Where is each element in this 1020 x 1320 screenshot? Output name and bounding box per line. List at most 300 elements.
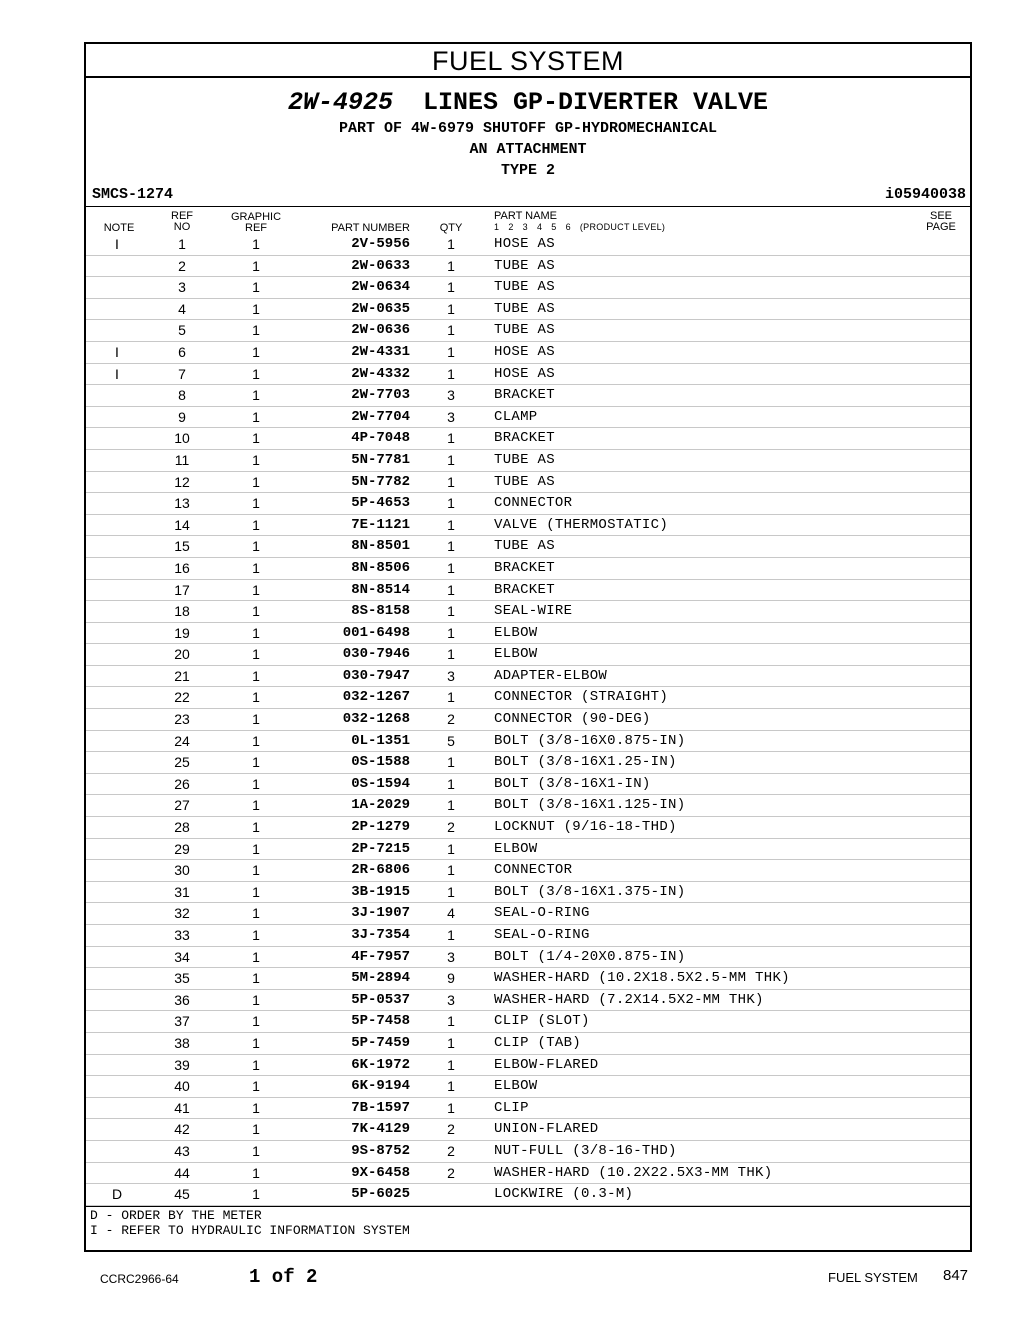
row-part-number: 2P-1279 — [351, 819, 410, 836]
row-ref-no: 43 — [174, 1142, 190, 1159]
footer-page-of: 1 of 2 — [249, 1266, 318, 1288]
row-graphic-ref: 1 — [252, 667, 260, 684]
row-part-name: WASHER-HARD (10.2X18.5X2.5-MM THK) — [494, 970, 790, 987]
table-row — [86, 385, 970, 407]
notes-block — [90, 1208, 410, 1238]
table-row — [86, 1055, 970, 1077]
notes-divider — [86, 1206, 970, 1207]
row-part-name: BRACKET — [494, 581, 555, 598]
row-part-name: CONNECTOR — [494, 862, 573, 879]
row-part-name: HOSE AS — [494, 343, 555, 360]
row-part-number: 2R-6806 — [351, 862, 410, 879]
row-part-number: 3B-1915 — [351, 883, 410, 900]
row-part-name: ELBOW — [494, 840, 538, 857]
row-part-number: 8N-8501 — [351, 538, 410, 555]
row-graphic-ref: 1 — [252, 603, 260, 620]
row-ref-no: 5 — [178, 322, 186, 339]
row-qty: 3 — [447, 991, 455, 1008]
row-ref-no: 44 — [174, 1164, 190, 1181]
row-qty: 1 — [447, 797, 455, 814]
row-graphic-ref: 1 — [252, 948, 260, 965]
row-ref-no: 30 — [174, 862, 190, 879]
footer-section: FUEL SYSTEM — [828, 1270, 918, 1285]
row-part-name: TUBE AS — [494, 322, 555, 339]
row-ref-no: 23 — [174, 711, 190, 728]
table-row — [86, 947, 970, 969]
group-part-number: 2W-4925 — [287, 88, 393, 117]
row-qty: 1 — [447, 624, 455, 641]
row-qty: 2 — [447, 1121, 455, 1138]
row-ref-no: 17 — [174, 581, 190, 598]
row-part-name: CLIP (TAB) — [494, 1034, 582, 1051]
row-qty: 1 — [447, 322, 455, 339]
row-qty: 9 — [447, 970, 455, 987]
table-row — [86, 1011, 970, 1033]
row-ref-no: 8 — [178, 387, 186, 404]
row-part-number: 5P-4653 — [351, 495, 410, 512]
row-qty: 1 — [447, 862, 455, 879]
row-part-number: 2P-7215 — [351, 840, 410, 857]
section-title: FUEL SYSTEM — [86, 44, 970, 78]
row-qty: 1 — [447, 559, 455, 576]
table-row — [86, 968, 970, 990]
row-part-number: 032-1267 — [342, 689, 410, 706]
row-ref-no: 15 — [174, 538, 190, 555]
row-part-number: 2W-0633 — [351, 257, 410, 274]
parts-table — [86, 234, 970, 1206]
table-row — [86, 709, 970, 731]
product-level-5: 5 — [551, 222, 557, 232]
row-ref-no: 9 — [178, 408, 186, 425]
header-ref — [164, 211, 200, 233]
row-note: D — [111, 1186, 123, 1203]
row-part-number: 5P-6025 — [351, 1186, 410, 1203]
row-part-name: ELBOW — [494, 624, 538, 641]
header-ref-line2: NO — [173, 221, 191, 233]
row-graphic-ref: 1 — [252, 711, 260, 728]
row-ref-no: 27 — [174, 797, 190, 814]
row-ref-no: 12 — [174, 473, 190, 490]
table-row — [86, 299, 970, 321]
header-see-line2: PAGE — [926, 221, 956, 233]
row-qty: 1 — [447, 300, 455, 317]
row-part-name: BOLT (3/8-16X1.125-IN) — [494, 797, 686, 814]
row-part-number: 4P-7048 — [351, 430, 410, 447]
row-part-number: 2W-4332 — [351, 365, 410, 382]
row-graphic-ref: 1 — [252, 257, 260, 274]
row-part-number: 032-1268 — [342, 711, 410, 728]
row-qty: 1 — [447, 495, 455, 512]
row-ref-no: 11 — [174, 451, 190, 468]
table-row — [86, 1163, 970, 1185]
row-part-name: CLIP — [494, 1099, 529, 1116]
table-row — [86, 472, 970, 494]
row-ref-no: 4 — [178, 300, 186, 317]
row-graphic-ref: 1 — [252, 516, 260, 533]
row-qty: 1 — [447, 257, 455, 274]
row-graphic-ref: 1 — [252, 343, 260, 360]
row-part-name: CLIP (SLOT) — [494, 1013, 590, 1030]
row-qty: 1 — [447, 365, 455, 382]
table-row — [86, 580, 970, 602]
table-row — [86, 493, 970, 515]
row-part-name: BOLT (1/4-20X0.875-IN) — [494, 948, 686, 965]
row-part-number: 2W-7703 — [351, 387, 410, 404]
row-graphic-ref: 1 — [252, 279, 260, 296]
row-graphic-ref: 1 — [252, 300, 260, 317]
row-qty: 1 — [447, 754, 455, 771]
row-ref-no: 20 — [174, 646, 190, 663]
row-qty: 1 — [447, 840, 455, 857]
row-ref-no: 45 — [174, 1186, 190, 1203]
table-row — [86, 407, 970, 429]
row-graphic-ref: 1 — [252, 883, 260, 900]
row-graphic-ref: 1 — [252, 646, 260, 663]
row-graphic-ref: 1 — [252, 1121, 260, 1138]
row-part-name: TUBE AS — [494, 300, 555, 317]
row-graphic-ref: 1 — [252, 840, 260, 857]
row-graphic-ref: 1 — [252, 387, 260, 404]
table-row — [86, 450, 970, 472]
row-qty: 1 — [447, 1099, 455, 1116]
row-ref-no: 22 — [174, 689, 190, 706]
row-note: I — [115, 365, 119, 382]
table-row — [86, 687, 970, 709]
row-qty: 5 — [447, 732, 455, 749]
row-ref-no: 31 — [174, 883, 190, 900]
row-ref-no: 38 — [174, 1034, 190, 1051]
row-graphic-ref: 1 — [252, 236, 260, 252]
row-part-name: BOLT (3/8-16X0.875-IN) — [494, 732, 686, 749]
product-level-4: 4 — [536, 222, 543, 232]
table-row — [86, 234, 970, 256]
row-part-name: ELBOW — [494, 646, 538, 663]
row-graphic-ref: 1 — [252, 1013, 260, 1030]
row-graphic-ref: 1 — [252, 624, 260, 641]
row-qty: 1 — [447, 236, 455, 252]
row-part-number: 8N-8506 — [351, 559, 410, 576]
row-ref-no: 18 — [174, 603, 190, 620]
table-row — [86, 731, 970, 753]
row-part-number: 1A-2029 — [351, 797, 410, 814]
row-part-number: 2V-5956 — [351, 236, 410, 252]
row-graphic-ref: 1 — [252, 862, 260, 879]
table-row — [86, 925, 970, 947]
table-row — [86, 342, 970, 364]
product-level-6: 6 — [565, 222, 571, 232]
row-graphic-ref: 1 — [252, 819, 260, 836]
row-graphic-ref: 1 — [252, 905, 260, 922]
row-part-number: 3J-1907 — [351, 905, 410, 922]
group-name: LINES GP-DIVERTER VALVE — [422, 88, 769, 117]
row-part-number: 5P-7459 — [351, 1034, 410, 1051]
row-part-number: 9S-8752 — [351, 1142, 410, 1159]
row-qty: 1 — [447, 646, 455, 663]
row-part-number: 2W-0635 — [351, 300, 410, 317]
row-ref-no: 1 — [178, 236, 186, 252]
title-line-2: PART OF 4W-6979 SHUTOFF GP-HYDROMECHANICAL — [338, 120, 718, 137]
row-graphic-ref: 1 — [252, 754, 260, 771]
table-row — [86, 839, 970, 861]
row-part-number: 8N-8514 — [351, 581, 410, 598]
table-row — [86, 623, 970, 645]
row-ref-no: 16 — [174, 559, 190, 576]
row-qty: 1 — [447, 451, 455, 468]
product-level-2: 2 — [508, 222, 514, 232]
row-ref-no: 10 — [174, 430, 190, 447]
table-row — [86, 1076, 970, 1098]
row-graphic-ref: 1 — [252, 1142, 260, 1159]
row-ref-no: 25 — [174, 754, 190, 771]
row-graphic-ref: 1 — [252, 1099, 260, 1116]
row-ref-no: 24 — [174, 732, 190, 749]
row-graphic-ref: 1 — [252, 1056, 260, 1073]
row-ref-no: 33 — [174, 927, 190, 943]
row-part-name: TUBE AS — [494, 257, 555, 274]
row-qty: 1 — [447, 1056, 455, 1073]
row-graphic-ref: 1 — [252, 991, 260, 1008]
row-part-name: VALVE (THERMOSTATIC) — [494, 516, 669, 533]
row-qty: 1 — [447, 775, 455, 792]
row-graphic-ref: 1 — [252, 689, 260, 706]
row-qty: 3 — [447, 387, 455, 404]
row-part-number: 5P-7458 — [351, 1013, 410, 1030]
row-qty: 2 — [447, 1164, 455, 1181]
row-part-name: SEAL-O-RING — [494, 905, 590, 922]
row-ref-no: 13 — [174, 495, 190, 512]
row-part-name: ELBOW-FLARED — [494, 1056, 599, 1073]
table-row — [86, 536, 970, 558]
row-part-name: CLAMP — [494, 408, 538, 425]
row-ref-no: 29 — [174, 840, 190, 857]
row-part-number: 5M-2894 — [351, 970, 410, 987]
header-part-number: PART NUMBER — [331, 222, 410, 234]
title-block — [86, 88, 970, 181]
header-graphic-line2: REF — [245, 222, 267, 234]
row-graphic-ref: 1 — [252, 559, 260, 576]
header-divider — [86, 206, 970, 207]
table-row — [86, 644, 970, 666]
row-part-name: BRACKET — [494, 559, 555, 576]
row-part-name: TUBE AS — [494, 279, 555, 296]
row-part-number: 030-7947 — [342, 667, 410, 684]
row-graphic-ref: 1 — [252, 408, 260, 425]
row-graphic-ref: 1 — [252, 322, 260, 339]
note-d: D - ORDER BY THE METER — [90, 1208, 262, 1223]
row-graphic-ref: 1 — [252, 365, 260, 382]
row-qty: 1 — [447, 689, 455, 706]
group-title — [86, 88, 970, 118]
table-row — [86, 990, 970, 1012]
table-row — [86, 1098, 970, 1120]
row-graphic-ref: 1 — [252, 581, 260, 598]
row-ref-no: 34 — [174, 948, 190, 965]
row-part-name: NUT-FULL (3/8-16-THD) — [494, 1142, 677, 1159]
header-graphic-ref — [226, 212, 286, 234]
row-part-name: UNION-FLARED — [494, 1121, 599, 1138]
product-level-label: (PRODUCT LEVEL) — [579, 222, 666, 232]
row-part-name: WASHER-HARD (7.2X14.5X2-MM THK) — [494, 991, 764, 1008]
row-graphic-ref: 1 — [252, 970, 260, 987]
table-row — [86, 558, 970, 580]
row-part-name: ADAPTER-ELBOW — [494, 667, 608, 684]
row-part-number: 001-6498 — [342, 624, 410, 641]
row-graphic-ref: 1 — [252, 1078, 260, 1095]
row-ref-no: 40 — [174, 1078, 190, 1095]
table-row — [86, 752, 970, 774]
row-ref-no: 26 — [174, 775, 190, 792]
row-part-number: 3J-7354 — [351, 927, 410, 943]
row-qty: 4 — [447, 905, 455, 922]
row-graphic-ref: 1 — [252, 451, 260, 468]
row-qty: 1 — [447, 279, 455, 296]
row-part-name: BRACKET — [494, 430, 555, 447]
product-level-1: 1 — [494, 222, 500, 232]
table-row — [86, 903, 970, 925]
row-graphic-ref: 1 — [252, 1164, 260, 1181]
row-ref-no: 3 — [178, 279, 186, 296]
row-qty: 2 — [447, 819, 455, 836]
header-ref-line1: REF — [171, 210, 193, 222]
table-row — [86, 1033, 970, 1055]
row-graphic-ref: 1 — [252, 538, 260, 555]
parts-list-frame — [84, 42, 972, 1252]
table-row — [86, 1184, 970, 1206]
table-row — [86, 795, 970, 817]
row-part-number: 4F-7957 — [351, 948, 410, 965]
row-part-number: 2W-4331 — [351, 343, 410, 360]
header-part-name: PART NAME — [494, 210, 557, 222]
row-part-name: CONNECTOR — [494, 495, 573, 512]
row-qty: 1 — [447, 538, 455, 555]
row-qty: 3 — [447, 948, 455, 965]
table-row — [86, 277, 970, 299]
table-row — [86, 817, 970, 839]
header-see-page — [916, 211, 966, 233]
row-part-number: 0S-1588 — [351, 754, 410, 771]
row-graphic-ref: 1 — [252, 430, 260, 447]
title-line-4: TYPE 2 — [500, 162, 555, 179]
row-ref-no: 32 — [174, 905, 190, 922]
row-part-number: 0L-1351 — [351, 732, 410, 749]
row-part-name: LOCKWIRE (0.3-M) — [494, 1186, 634, 1203]
product-levels — [494, 222, 674, 232]
row-qty: 1 — [447, 927, 455, 943]
row-part-number: 8S-8158 — [351, 603, 410, 620]
table-row — [86, 860, 970, 882]
row-ref-no: 14 — [174, 516, 190, 533]
footer-doc-id: CCRC2966-64 — [100, 1272, 179, 1286]
row-ref-no: 2 — [178, 257, 186, 274]
table-row — [86, 364, 970, 386]
row-ref-no: 41 — [174, 1099, 190, 1116]
row-qty: 1 — [447, 473, 455, 490]
row-part-number: 5P-0537 — [351, 991, 410, 1008]
table-row — [86, 320, 970, 342]
table-row — [86, 666, 970, 688]
row-part-number: 9X-6458 — [351, 1164, 410, 1181]
row-part-name: LOCKNUT (9/16-18-THD) — [494, 819, 677, 836]
table-row — [86, 1141, 970, 1163]
row-part-name: CONNECTOR (90-DEG) — [494, 711, 651, 728]
row-graphic-ref: 1 — [252, 797, 260, 814]
smcs-code: SMCS-1274 — [92, 186, 174, 203]
row-part-name: TUBE AS — [494, 451, 555, 468]
row-ref-no: 42 — [174, 1121, 190, 1138]
row-part-number: 0S-1594 — [351, 775, 410, 792]
row-part-name: BOLT (3/8-16X1.25-IN) — [494, 754, 677, 771]
table-row — [86, 428, 970, 450]
row-part-number: 2W-0634 — [351, 279, 410, 296]
row-qty: 3 — [447, 667, 455, 684]
row-qty: 1 — [447, 343, 455, 360]
header-qty: QTY — [439, 222, 463, 234]
row-qty: 1 — [447, 1034, 455, 1051]
row-graphic-ref: 1 — [252, 1186, 260, 1203]
header-graphic-line1: GRAPHIC — [230, 211, 282, 223]
row-part-name: HOSE AS — [494, 236, 555, 252]
row-part-number: 7E-1121 — [351, 516, 410, 533]
row-part-name: SEAL-WIRE — [494, 603, 573, 620]
row-graphic-ref: 1 — [252, 732, 260, 749]
row-graphic-ref: 1 — [252, 473, 260, 490]
row-part-number: 6K-9194 — [351, 1078, 410, 1095]
row-part-number: 5N-7781 — [351, 451, 410, 468]
table-row — [86, 515, 970, 537]
row-graphic-ref: 1 — [252, 495, 260, 512]
row-qty: 1 — [447, 603, 455, 620]
product-level-3: 3 — [522, 222, 528, 232]
table-row — [86, 882, 970, 904]
row-part-name: TUBE AS — [494, 473, 555, 490]
illustration-id: i05940038 — [884, 186, 966, 203]
row-qty: 1 — [447, 516, 455, 533]
row-ref-no: 37 — [174, 1013, 190, 1030]
row-ref-no: 6 — [178, 343, 186, 360]
row-ref-no: 21 — [174, 667, 190, 684]
row-ref-no: 39 — [174, 1056, 190, 1073]
row-part-number: 6K-1972 — [351, 1056, 410, 1073]
row-qty: 2 — [447, 1142, 455, 1159]
row-ref-no: 36 — [174, 991, 190, 1008]
row-ref-no: 35 — [174, 970, 190, 987]
header-see-line1: SEE — [929, 210, 952, 222]
row-part-name: BOLT (3/8-16X1.375-IN) — [494, 883, 686, 900]
row-part-number: 7K-4129 — [351, 1121, 410, 1138]
row-qty: 1 — [447, 1013, 455, 1030]
row-qty: 3 — [447, 408, 455, 425]
row-part-name: SEAL-O-RING — [494, 927, 590, 943]
row-note: I — [115, 343, 119, 360]
row-part-name: HOSE AS — [494, 365, 555, 382]
row-qty: 1 — [447, 581, 455, 598]
row-part-name: BRACKET — [494, 387, 555, 404]
footer-page-number: 847 — [943, 1267, 969, 1284]
row-part-number: 2W-7704 — [351, 408, 410, 425]
row-part-name: ELBOW — [494, 1078, 538, 1095]
row-graphic-ref: 1 — [252, 927, 260, 943]
row-part-number: 5N-7782 — [351, 473, 410, 490]
row-part-name: WASHER-HARD (10.2X22.5X3-MM THK) — [494, 1164, 773, 1181]
row-graphic-ref: 1 — [252, 775, 260, 792]
table-row — [86, 256, 970, 278]
row-part-name: CONNECTOR (STRAIGHT) — [494, 689, 669, 706]
table-row — [86, 774, 970, 796]
row-ref-no: 28 — [174, 819, 190, 836]
row-note: I — [115, 236, 119, 252]
row-part-name: BOLT (3/8-16X1-IN) — [494, 775, 651, 792]
row-qty: 2 — [447, 711, 455, 728]
